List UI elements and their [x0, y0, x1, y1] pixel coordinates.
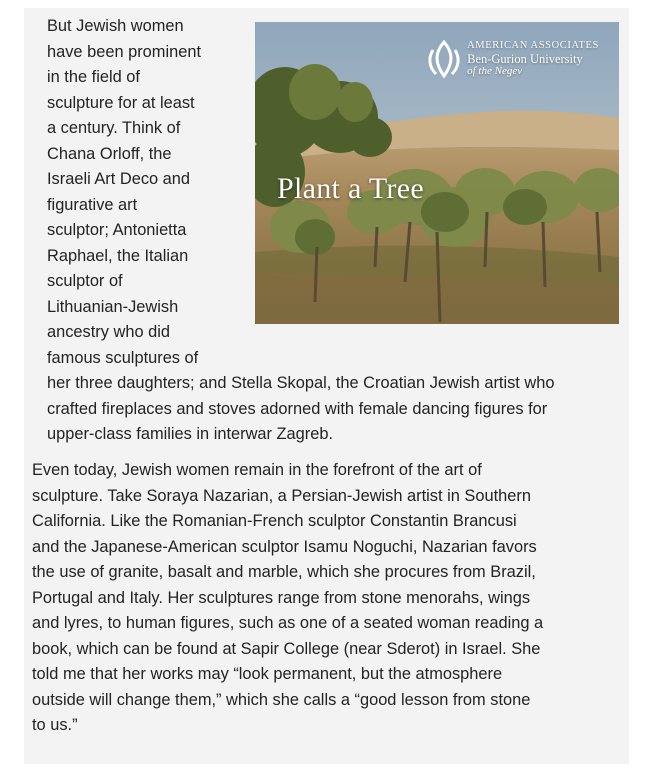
text-line: famous sculptures of	[47, 348, 199, 367]
text-line: book, which can be found at Sapir College (near Sderot) in Israel. She	[32, 639, 541, 658]
text-line: sculpture for at least	[47, 93, 195, 112]
ad-title: Plant a Tree	[277, 172, 424, 205]
text-line: figurative art	[47, 195, 138, 214]
text-line: sculpture. Take Soraya Nazarian, a Persian-Jewish artist in Southern	[32, 486, 531, 505]
text-line: the use of granite, basalt and marble, which she procures from Brazil,	[32, 563, 536, 581]
text-line: Raphael, the Italian	[47, 246, 189, 265]
text-line: told me that her works may “look permanent, but the atmosphere	[32, 665, 503, 683]
text-line: California. Like the Romanian-French sculptor Constantin Brancusi	[32, 512, 517, 530]
text-line: and the Japanese-American sculptor Isamu Noguchi, Nazarian favors	[32, 537, 537, 556]
text-line: Lithuanian-Jewish	[47, 297, 179, 316]
article-paragraph-2	[32, 458, 543, 739]
text-line: sculptor of	[47, 272, 123, 290]
text-line: Even today, Jewish women remain in the forefront of the art of	[32, 461, 482, 479]
ad-org-line-2: Ben-Gurion University	[467, 51, 583, 66]
text-line: and lyres, to human figures, such as one of a seated woman reading a	[32, 614, 544, 632]
text-line: Israeli Art Deco and	[47, 170, 191, 188]
ad-org-line-1: AMERICAN ASSOCIATES	[467, 40, 599, 52]
text-line: have been prominent	[47, 42, 201, 61]
text-line: to us.”	[32, 716, 78, 734]
ad-organization-logo	[427, 40, 599, 78]
ad-org-line-3: of the Negev	[467, 65, 523, 78]
text-line: her three daughters; and Stella Skopal, the Croatian Jewish artist who	[47, 374, 555, 392]
text-line: ancestry who did	[47, 323, 170, 341]
text-line: in the field of	[47, 68, 140, 86]
text-line: crafted fireplaces and stoves adorned with female dancing figures for	[47, 399, 548, 418]
text-line: But Jewish women	[47, 17, 184, 35]
text-line: a century. Think of	[47, 119, 181, 137]
text-line: Portugal and Italy. Her sculptures range from stone menorahs, wings	[32, 588, 531, 607]
text-line: Chana Orloff, the	[47, 144, 172, 163]
text-line: outside will change them,” which she calls a “good lesson from stone	[32, 690, 531, 709]
flame-menorah-logo-icon	[427, 40, 461, 78]
text-line: upper-class families in interwar Zagreb.	[47, 425, 334, 443]
plant-a-tree-ad-banner[interactable]	[255, 22, 619, 324]
text-line: sculptor; Antonietta	[47, 221, 187, 239]
